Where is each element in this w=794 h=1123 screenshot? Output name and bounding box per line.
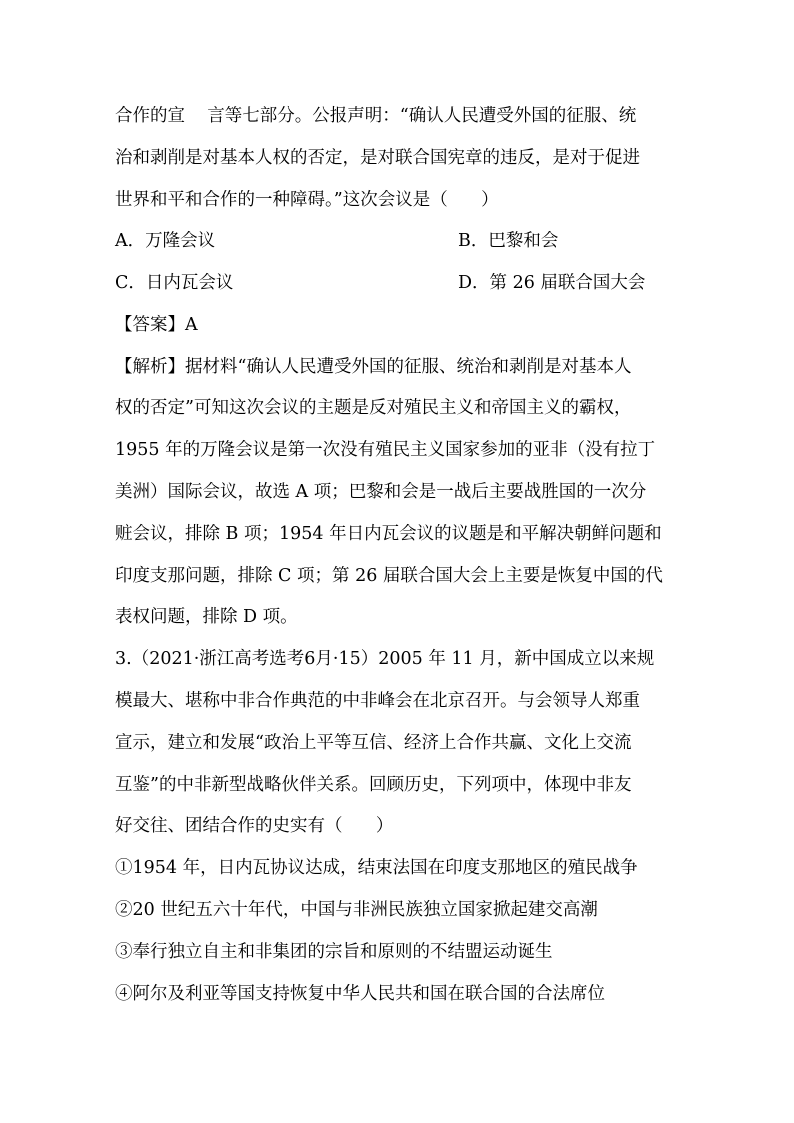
q2-analysis-line-1: 【解析】据材料“确认人民遭受外国的征服、统治和剥削是对基本人	[115, 357, 632, 377]
q2-analysis-line-7: 表权问题，排除 D 项。	[115, 607, 298, 627]
q3-item-2: ②20 世纪五六十年代，中国与非洲民族独立国家掀起建交高潮	[115, 900, 598, 920]
q2-analysis-line-5: 赃会议，排除 B 项；1954 年日内瓦会议的议题是和平解决朝鲜问题和	[115, 524, 662, 544]
q2-stem-line-3: 世界和平和合作的一种障碍。”这次会议是（ ）	[115, 190, 499, 210]
q2-option-b: B．巴黎和会	[458, 231, 559, 251]
q2-stem-line-2: 治和剥削是对基本人权的否定，是对联合国宪章的违反，是对于促进	[115, 148, 640, 168]
q2-analysis-line-3: 1955 年的万隆会议是第一次没有殖民主义国家参加的亚非（没有拉丁	[115, 440, 656, 460]
q3-stem-line-4: 互鉴”的中非新型战略伙伴关系。回顾历史，下列项中，体现中非友	[115, 775, 632, 795]
q2-option-a: A．万隆会议	[115, 231, 216, 251]
q2-analysis-line-4: 美洲）国际会议，故选 A 项；巴黎和会是一战后主要战胜国的一次分	[115, 482, 647, 502]
q3-item-1: ①1954 年，日内瓦协议达成，结束法国在印度支那地区的殖民战争	[115, 858, 638, 878]
q2-analysis-line-2: 权的否定”可知这次会议的主题是反对殖民主义和帝国主义的霸权，	[115, 398, 632, 418]
q3-stem-line-5: 好交往、团结合作的史实有（ ）	[115, 816, 394, 836]
q3-stem-line-3: 宣示，建立和发展“政治上平等互信、经济上合作共赢、文化上交流	[115, 733, 632, 753]
q3-stem-line-1: 3.（2021·浙江高考选考6月·15）2005 年 11 月，新中国成立以来规	[115, 649, 655, 669]
q2-analysis-line-6: 印度支那问题，排除 C 项；第 26 届联合国大会上主要是恢复中国的代	[115, 566, 663, 586]
q2-answer: 【答案】A	[115, 315, 198, 335]
q2-stem-line-1: 合作的宣 言等七部分。公报声明：“确认人民遭受外国的征服、统	[115, 106, 637, 126]
q3-stem-line-2: 模最大、堪称中非合作典范的中非峰会在北京召开。与会领导人郑重	[115, 691, 640, 711]
q3-item-3: ③奉行独立自主和非集团的宗旨和原则的不结盟运动诞生	[115, 942, 553, 962]
q3-item-4: ④阿尔及利亚等国支持恢复中华人民共和国在联合国的合法席位	[115, 984, 605, 1004]
q2-option-c: C．日内瓦会议	[115, 273, 234, 293]
q2-option-d: D．第 26 届联合国大会	[458, 273, 646, 293]
